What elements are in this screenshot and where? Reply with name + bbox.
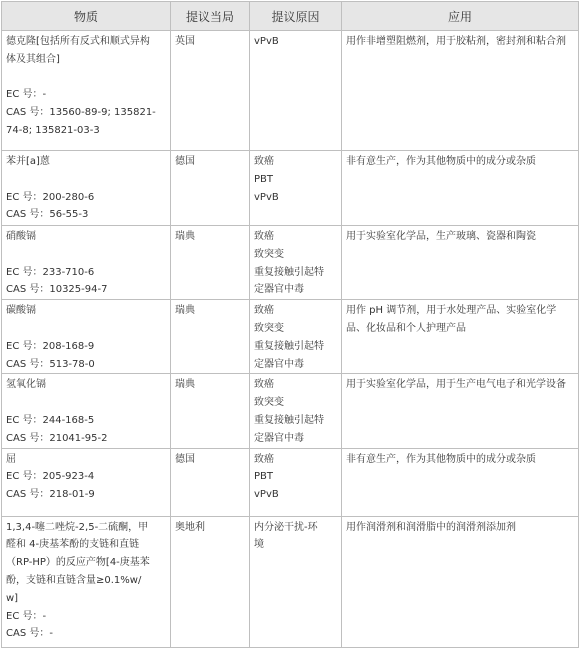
identifier-line: CAS 号：10325-94-7 xyxy=(6,284,108,296)
header-authority: 提议当局 xyxy=(171,2,250,31)
substance-cell xyxy=(2,151,171,226)
reason-line: 重复接触引起特 xyxy=(254,266,324,278)
identifier-line: EC 号：208-168-9 xyxy=(6,340,95,352)
substance-cell xyxy=(2,448,171,516)
identifier-line: CAS 号：- xyxy=(6,628,53,640)
authority-cell: 德国 xyxy=(171,448,250,516)
reason-line: 致癌 xyxy=(254,156,274,167)
identifier-line: CAS 号：21041-95-2 xyxy=(6,432,108,444)
table-row xyxy=(2,31,579,151)
table-row xyxy=(2,374,579,448)
reason-line: 致癌 xyxy=(254,453,274,465)
substance-cell xyxy=(2,374,171,448)
identifier-line: EC 号：- xyxy=(6,610,47,622)
substance-cell xyxy=(2,300,171,374)
spacer xyxy=(6,394,166,412)
reason-cell xyxy=(250,226,342,300)
substance-name-line: 氢氧化镉 xyxy=(6,379,46,391)
reason-cell xyxy=(250,300,342,374)
identifier-line: EC 号：- xyxy=(6,89,47,101)
reason-line: 重复接触引起特 xyxy=(254,340,324,352)
authority-cell: 瑞典 xyxy=(171,374,250,448)
substance-name-line: 屈 xyxy=(6,453,16,465)
reason-cell xyxy=(250,151,342,226)
identifier-line: EC 号：244-168-5 xyxy=(6,414,95,426)
use-cell: 用作非增塑阻燃剂，用于胶粘剂，密封剂和粘合剂 xyxy=(342,31,579,151)
table-row xyxy=(2,448,579,516)
identifier-line: CAS 号：13560-89-9; 135821- xyxy=(6,107,156,119)
authority-cell: 德国 xyxy=(171,151,250,226)
spacer xyxy=(6,320,166,338)
identifier-line: CAS 号：513-78-0 xyxy=(6,358,95,370)
identifier-line: 74-8; 135821-03-3 xyxy=(6,124,100,136)
substance-name-line: 酚，支链和直链含量≥0.1%w/ xyxy=(6,574,142,586)
header-reason: 提议原因 xyxy=(250,2,342,31)
substance-name-line: 德克隆[包括所有反式和顺式异构 xyxy=(6,36,150,47)
reason-cell xyxy=(250,516,342,647)
spacer xyxy=(6,246,166,264)
substance-name-line: w] xyxy=(6,592,19,604)
spacer xyxy=(6,69,166,87)
table-row xyxy=(2,226,579,300)
reason-line: 致突变 xyxy=(254,397,284,409)
reason-line: PBT xyxy=(254,173,273,185)
substance-name-line: 碳酸镉 xyxy=(6,305,36,317)
reason-line: 定器官中毒 xyxy=(254,432,304,444)
identifier-line: CAS 号：56-55-3 xyxy=(6,209,89,221)
reason-line: 境 xyxy=(254,539,264,551)
reason-line: 定器官中毒 xyxy=(254,284,304,296)
reason-line: PBT xyxy=(254,471,273,483)
reason-line: 定器官中毒 xyxy=(254,358,304,370)
substance-name-line: 1,3,4-噻二唑烷-2,5-二硫酮，甲 xyxy=(6,521,149,533)
header-use: 应用 xyxy=(342,2,579,31)
table-row xyxy=(2,516,579,647)
reason-line: 内分泌干扰-环 xyxy=(254,521,318,533)
authority-cell: 英国 xyxy=(171,31,250,151)
reason-line: vPvB xyxy=(254,489,279,501)
spacer xyxy=(6,171,166,189)
identifier-line: CAS 号：218-01-9 xyxy=(6,489,95,501)
reason-cell xyxy=(250,374,342,448)
table-row xyxy=(2,300,579,374)
substance-name-line: 苯并[a]蒽 xyxy=(6,156,50,167)
reason-line: 致突变 xyxy=(254,248,284,260)
authority-cell: 瑞典 xyxy=(171,226,250,300)
use-cell: 用于实验室化学品，用于生产电气电子和光学设备 xyxy=(342,374,579,448)
reason-line: 致癌 xyxy=(254,231,274,242)
substance-cell xyxy=(2,226,171,300)
identifier-line: EC 号：200-280-6 xyxy=(6,191,95,203)
identifier-line: EC 号：233-710-6 xyxy=(6,266,95,278)
header-row xyxy=(2,2,579,31)
reason-line: vPvB xyxy=(254,36,279,47)
use-cell: 用于实验室化学品，生产玻璃、瓷器和陶瓷 xyxy=(342,226,579,300)
header-substance: 物质 xyxy=(2,2,171,31)
reason-cell xyxy=(250,448,342,516)
substance-table xyxy=(1,1,579,648)
reason-line: vPvB xyxy=(254,191,279,203)
substance-cell xyxy=(2,516,171,647)
reason-line: 重复接触引起特 xyxy=(254,414,324,426)
use-cell: 非有意生产，作为其他物质中的成分或杂质 xyxy=(342,151,579,226)
identifier-line: EC 号：205-923-4 xyxy=(6,471,95,483)
substance-name-line: 醛和 4-庚基苯酚的支链和直链 xyxy=(6,539,140,551)
use-cell: 用作润滑剂和润滑脂中的润滑剂添加剂 xyxy=(342,516,579,647)
use-cell: 用作 pH 调节剂，用于水处理产品、实验室化学品、化妆品和个人护理产品 xyxy=(342,300,579,374)
substance-name-line: （RP-HP）的反应产物[4-庚基苯 xyxy=(6,557,150,569)
reason-line: 致癌 xyxy=(254,305,274,317)
reason-line: 致癌 xyxy=(254,379,274,391)
substance-name-line: 体及其组合] xyxy=(6,53,60,65)
authority-cell: 瑞典 xyxy=(171,300,250,374)
use-cell: 非有意生产，作为其他物质中的成分或杂质 xyxy=(342,448,579,516)
table-row xyxy=(2,151,579,226)
authority-cell: 奥地利 xyxy=(171,516,250,647)
substance-cell xyxy=(2,31,171,151)
reason-line: 致突变 xyxy=(254,322,284,334)
table-body xyxy=(2,31,579,648)
reason-cell xyxy=(250,31,342,151)
substance-name-line: 硝酸镉 xyxy=(6,231,36,242)
